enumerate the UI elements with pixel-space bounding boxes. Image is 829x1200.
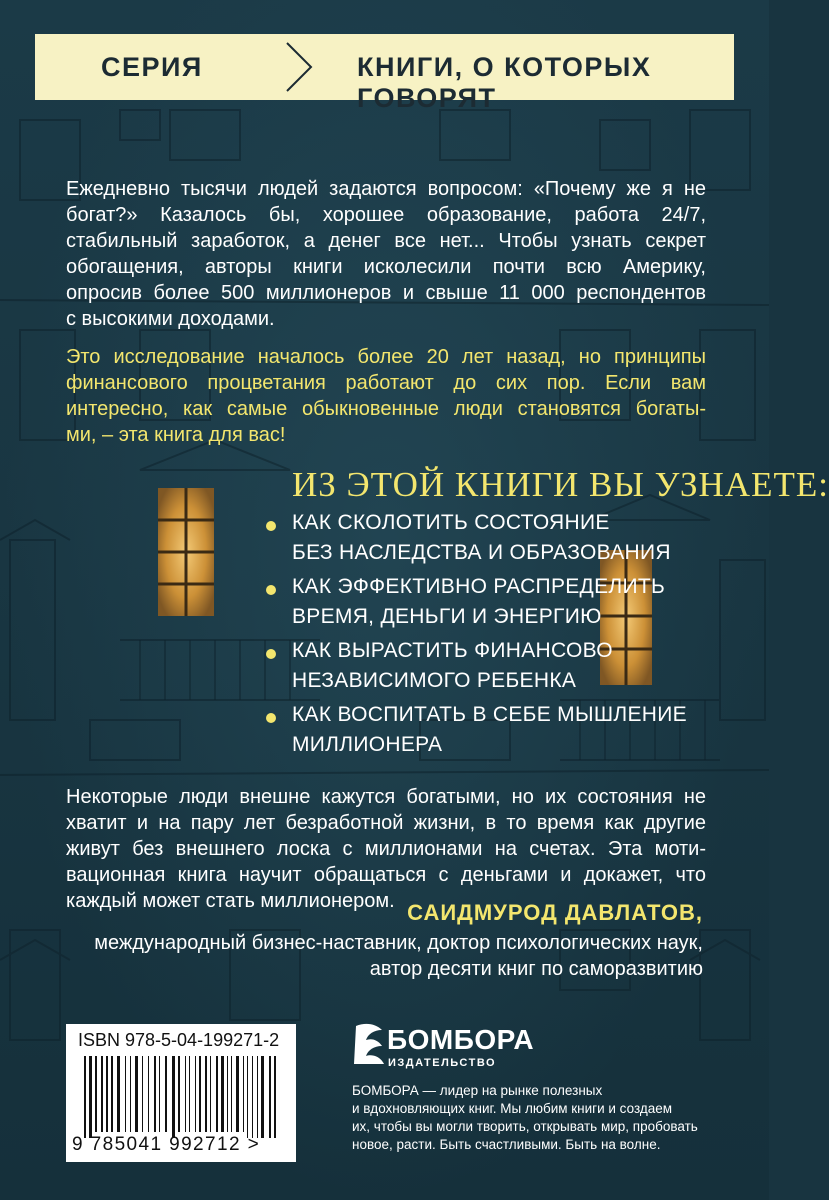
barcode-bar — [135, 1056, 138, 1132]
list-item-line: КАК СКОЛОТИТЬ СОСТОЯНИЕ — [292, 511, 610, 534]
quote-paragraph — [66, 784, 706, 914]
author-desc-line: автор десяти книг по саморазвитию — [369, 958, 703, 980]
barcode-bar — [117, 1056, 120, 1132]
barcode-bar — [247, 1056, 248, 1138]
list-item-line: ВРЕМЯ, ДЕНЬГИ И ЭНЕРГИЮ — [292, 605, 602, 628]
intro-line: Ежедневно тысячи людей задаются вопросом: «Почему же я не — [66, 178, 706, 200]
barcode-bar — [106, 1056, 108, 1132]
list-item-line: БЕЗ НАСЛЕДСТВА И ОБРАЗОВАНИЯ — [292, 541, 671, 564]
barcode-bar — [185, 1056, 186, 1132]
intro-line: опросив более 500 миллионеров и свыше 11 000 респондентов — [66, 282, 706, 304]
list-item-line: МИЛЛИОНЕРА — [292, 733, 443, 756]
author-description — [94, 930, 703, 982]
highlight-line: Это исследование началось более 20 лет назад, но принципы — [66, 346, 706, 368]
highlight-line: ми, – эта книга для вас! — [66, 424, 286, 446]
barcode-bar — [227, 1056, 228, 1132]
barcode-bar — [274, 1056, 276, 1138]
highlight-line: интересно, как самые обыкновенные люди становятся богаты- — [66, 398, 706, 420]
barcode-bar — [189, 1056, 190, 1132]
barcode-bar — [148, 1056, 149, 1132]
barcode-bar — [243, 1056, 244, 1132]
series-banner — [35, 34, 734, 113]
list-item-line: КАК ВЫРАСТИТЬ ФИНАНСОВО — [292, 639, 613, 662]
barcode-bar — [89, 1056, 92, 1138]
intro-paragraph — [66, 176, 706, 332]
barcode-bar — [257, 1056, 258, 1138]
barcode-bar — [205, 1056, 207, 1132]
intro-line: стабильный заработок, а денег все нет... Чтобы узнать секрет — [66, 230, 706, 252]
barcode-bar — [111, 1056, 113, 1132]
publisher-text-line: их, чтобы вы могли творить, открывать мир, пробовать — [352, 1119, 698, 1134]
barcode-bar — [101, 1056, 103, 1132]
bullet-dot-icon — [266, 713, 276, 723]
learn-heading: ИЗ ЭТОЙ КНИГИ ВЫ УЗНАЕТЕ: — [292, 465, 829, 504]
intro-line: обогащения, авторы книги исколесили почти всю Америку, — [66, 256, 706, 278]
barcode-bar — [125, 1056, 126, 1132]
chevron-right-icon — [283, 41, 317, 93]
highlight-paragraph — [66, 344, 706, 448]
isbn-text: ISBN 978-5-04-199271-2 — [78, 1030, 280, 1050]
barcode-bar — [154, 1056, 156, 1132]
barcode-digits: 9 785041 992712 > — [72, 1134, 261, 1155]
barcode-bar — [236, 1056, 239, 1132]
barcode-bar — [261, 1056, 264, 1138]
barcode-bar — [216, 1056, 218, 1132]
quote-line: живут без внешнего лоска с миллионами на счетах. Эта моти- — [66, 838, 706, 860]
barcode-bar — [95, 1056, 97, 1132]
barcode-bar — [252, 1056, 253, 1138]
intro-line: богат?» Казалось бы, хорошее образование, работа 24/7, — [66, 204, 706, 226]
bullet-dot-icon — [266, 585, 276, 595]
barcode-bar — [269, 1056, 271, 1138]
publisher-text-line: БОМБОРА — лидер на рынке полезных — [352, 1083, 603, 1098]
barcode-bar — [178, 1056, 180, 1132]
barcode-bar — [195, 1056, 196, 1132]
bullet-dot-icon — [266, 649, 276, 659]
barcode-bar — [165, 1056, 167, 1132]
barcode-bar — [130, 1056, 131, 1132]
intro-line: с высокими доходами. — [66, 308, 275, 330]
barcode-bar — [159, 1056, 160, 1132]
highlight-line: финансового процветания работают до сих пор. Если вам — [66, 372, 706, 394]
barcode-bar — [172, 1056, 175, 1138]
list-item-line: КАК ВОСПИТАТЬ В СЕБЕ МЫШЛЕНИЕ — [292, 703, 687, 726]
publisher-description — [352, 1082, 708, 1154]
series-label: СЕРИЯ — [101, 52, 203, 82]
series-title: КНИГИ, О КОТОРЫХ ГОВОРЯТ — [357, 52, 652, 113]
barcode-bar — [199, 1056, 201, 1132]
barcode-bar — [84, 1056, 86, 1138]
list-item-line: КАК ЭФФЕКТИВНО РАСПРЕДЕЛИТЬ — [292, 575, 666, 598]
author-name: САИДМУРОД ДАВЛАТОВ, — [407, 900, 703, 925]
quote-line: Некоторые люди внешне кажутся богатыми, но их состояния не — [66, 786, 706, 808]
lit-window-left — [158, 488, 214, 616]
barcode-box — [66, 1024, 296, 1162]
publisher-text-line: и вдохновляющих книг. Мы любим книги и создаем — [352, 1101, 673, 1116]
barcode-bar — [231, 1056, 232, 1132]
barcode-bar — [142, 1056, 143, 1132]
publisher-text-line: новое, расти. Быть счастливыми. Быть на волне. — [352, 1137, 661, 1152]
quote-line: хватит и на пару лет безработной жизни, в то время как другие — [66, 812, 706, 834]
quote-line: каждый может стать миллионером. — [66, 890, 395, 912]
barcode-bar — [210, 1056, 211, 1132]
quote-line: вационная книга научит обращаться с деньгами и докажет, что — [66, 864, 706, 886]
publisher-name: БОМБОРА — [387, 1024, 535, 1055]
publisher-subtitle: ИЗДАТЕЛЬСТВО — [388, 1057, 497, 1069]
list-item-line: НЕЗАВИСИМОГО РЕБЕНКА — [292, 669, 577, 692]
barcode-bar — [221, 1056, 224, 1132]
bullet-dot-icon — [266, 521, 276, 531]
author-desc-line: международный бизнес-наставник, доктор психологических наук, — [94, 932, 703, 954]
